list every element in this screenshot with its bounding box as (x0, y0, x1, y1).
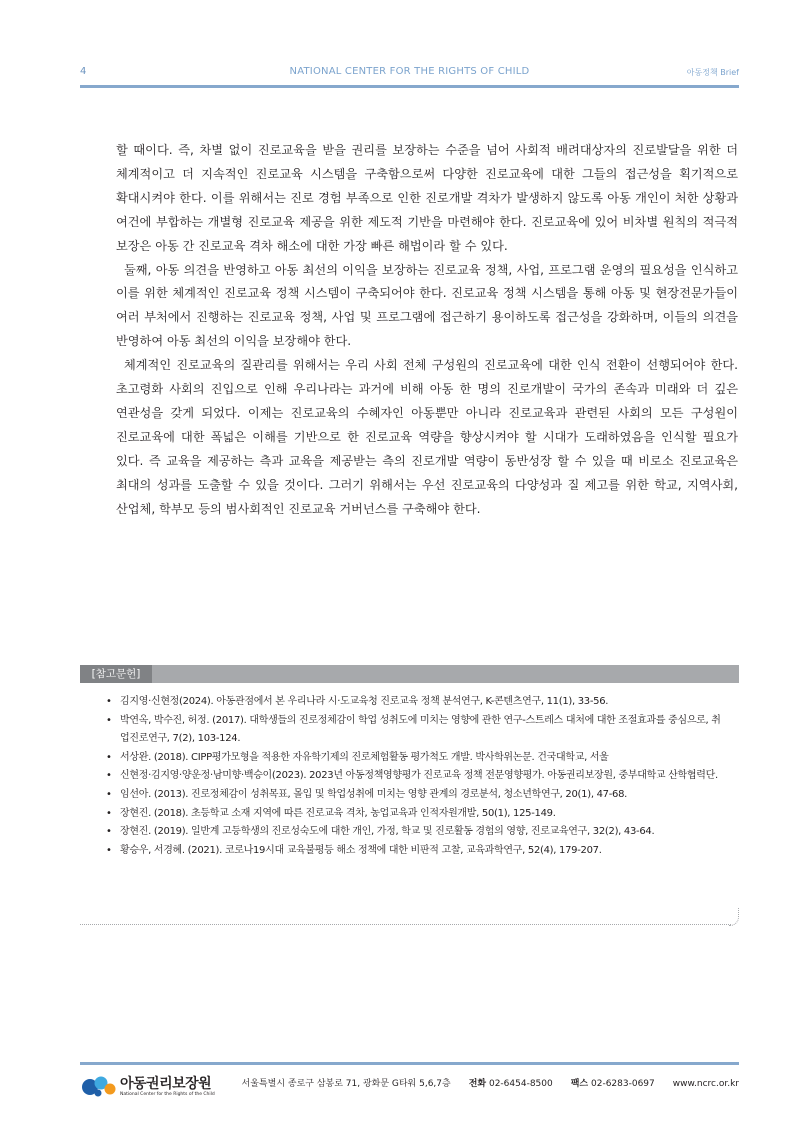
bullet-icon: • (106, 826, 112, 838)
header-title: NATIONAL CENTER FOR THE RIGHTS OF CHILD (289, 66, 530, 77)
bullet-icon: • (106, 770, 112, 782)
reference-item (106, 786, 726, 805)
reference-text: 임선아. (2013). 진로정체감이 성취목표, 몰입 및 학업성취에 미치는 영향 관계의 경로분석, 청소년학연구, 20(1), 47-68. (120, 788, 628, 800)
fax-label: 팩스 (570, 1079, 589, 1089)
reference-text: 박연옥, 박수진, 허정. (2017). 대학생들의 진로정체감이 학업 성취도에 미치는 영향에 관한 연구-스트레스 대처에 대한 조절효과를 중심으로, 취업진로연구, 7(2), 103-124. (120, 714, 721, 745)
reference-text: 김지영·신현정(2024). 아동관점에서 본 우리나라 시·도교육청 진로교육 정책 분석연구, K-콘텐츠연구, 11(1), 33-56. (120, 696, 609, 707)
references-list (106, 693, 726, 860)
logo-mark-icon (80, 1074, 118, 1098)
footer-rule (80, 1062, 739, 1065)
phone-label: 전화 (468, 1079, 487, 1089)
bullet-icon: • (106, 751, 112, 763)
address: 서울특별시 종로구 삼봉로 71, 광화문 G타워 5,6,7층 (241, 1079, 451, 1089)
dotted-divider (80, 924, 731, 925)
reference-item (106, 842, 726, 861)
page-number: 4 (80, 66, 87, 77)
references-title: [참고문헌] (80, 665, 152, 683)
fax-number: 02-6283-0697 (591, 1079, 655, 1089)
page-footer (80, 1062, 739, 1102)
reference-text: 장현진. (2019). 일반계 고등학생의 진로성숙도에 대한 개인, 가정, 학교 및 진로활동 경험의 영향, 진로교육연구, 32(2), 43-64. (120, 826, 655, 838)
paragraph: 체계적인 진로교육의 질관리를 위해서는 우리 사회 전체 구성원의 진로교육에 대한 인식 전환이 선행되어야 한다. 초고령화 사회의 진입으로 인해 우리나라는 과거에 비해 아동 한 명의 진로개발이 국가의 존속과 미래와 더 깊은 연관성을 갖게 되었다. 이제는 진로교육의 수혜자인 아동뿐만 아니라 진로교육과 관련된 사회의 모든 구성원이 진로교육에 대한 폭넓은 이해를 기반으로 한 진로교육 역량을 향상시켜야 할 시대가 도래하였음을 인식할 필요가 있다. 즉 교육을 제공하는 측과 교육을 제공받는 측의 진로개발 역량이 동반성장 할 수 있을 때 비로소 진로교육은 최대의 성과를 도출할 수 있을 것이다. 그러기 위해서는 우선 진로교육의 다양성과 질 제고를 위한 학교, 지역사회, 산업체, 학부모 등의 범사회적인 진로교육 거버넌스를 구축해야 한다. (116, 358, 738, 516)
reference-text: 장현진. (2018). 초등학교 소재 지역에 따른 진로교육 격차, 농업교육과 인적자원개발, 50(1), 125-149. (120, 807, 556, 819)
bullet-icon: • (106, 807, 112, 819)
reference-item (106, 805, 726, 824)
body-text (116, 139, 738, 522)
paragraph: 할 때이다. 즉, 차별 없이 진로교육을 받을 권리를 보장하는 수준을 넘어 사회적 배려대상자의 진로발달을 위한 더 체계적이고 더 지속적인 진로교육 시스템을 구축함으로써 다양한 진로교육에 대한 그들의 접근성을 획기적으로 확대시켜야 한다. 이를 위해서는 진로 경험 부족으로 인한 진로개발 격차가 발생하지 않도록 아동 개인이 처한 상황과 여건에 부합하는 개별형 진로교육 제공을 위한 제도적 기반을 마련해야 한다. 진로교육에 있어 비차별 원칙의 적극적 보장은 아동 간 진로교육 격차 해소에 대한 가장 빠른 해법이라 할 수 있다. (116, 143, 738, 253)
logo-name: 아동권리보장원 (120, 1076, 212, 1092)
logo-subtitle: National Center for the Rights of the Child (120, 1092, 215, 1097)
phone-number: 02-6454-8500 (488, 1079, 553, 1089)
publication-name: 아동정책 Brief (686, 68, 739, 77)
reference-text: 서상완. (2018). CIPP평가모형을 적용한 자유학기제의 진로체험활동 평가척도 개발. 박사학위논문. 건국대학교, 서울 (120, 751, 609, 763)
reference-text: 황승우, 서경혜. (2021). 코로나19시대 교육불평등 해소 정책에 대한 비판적 고찰, 교육과학연구, 52(4), 179-207. (120, 844, 602, 856)
reference-item (106, 823, 726, 842)
header-rule (80, 85, 739, 88)
paragraph: 둘째, 아동 의견을 반영하고 아동 최선의 이익을 보장하는 진로교육 정책, 사업, 프로그램 운영의 필요성을 인식하고 이를 위한 체계적인 진로교육 정책 시스템이 구축되어야 한다. 진로교육 정책 시스템을 통해 아동 및 현장전문가들이 여러 부처에서 진행하는 진로교육 정책, 사업 및 프로그램에 접근하기 용이하도록 접근성을 강화하며, 이들의 의견을 반영하여 아동 최선의 이익을 보장해야 한다. (116, 262, 738, 349)
page-header (80, 64, 739, 92)
website-link[interactable]: www.ncrc.or.kr (672, 1079, 739, 1089)
reference-item (106, 693, 726, 712)
bullet-icon: • (106, 844, 112, 856)
contact-info (242, 1076, 739, 1089)
references-title-bar (80, 665, 739, 683)
reference-text: 신현정·김지영·양운정·남미향·백승이(2023). 2023년 아동정책영향평가 진로교육 정책 전문영향평가. 아동권리보장원, 중부대학교 산학협력단. (120, 770, 718, 782)
references-box (80, 665, 739, 927)
reference-item (106, 749, 726, 768)
bullet-icon: • (106, 696, 112, 707)
bullet-icon: • (106, 714, 112, 726)
reference-item (106, 767, 726, 786)
reference-item (106, 712, 726, 749)
bullet-icon: • (106, 788, 112, 800)
organization-logo (80, 1072, 230, 1100)
